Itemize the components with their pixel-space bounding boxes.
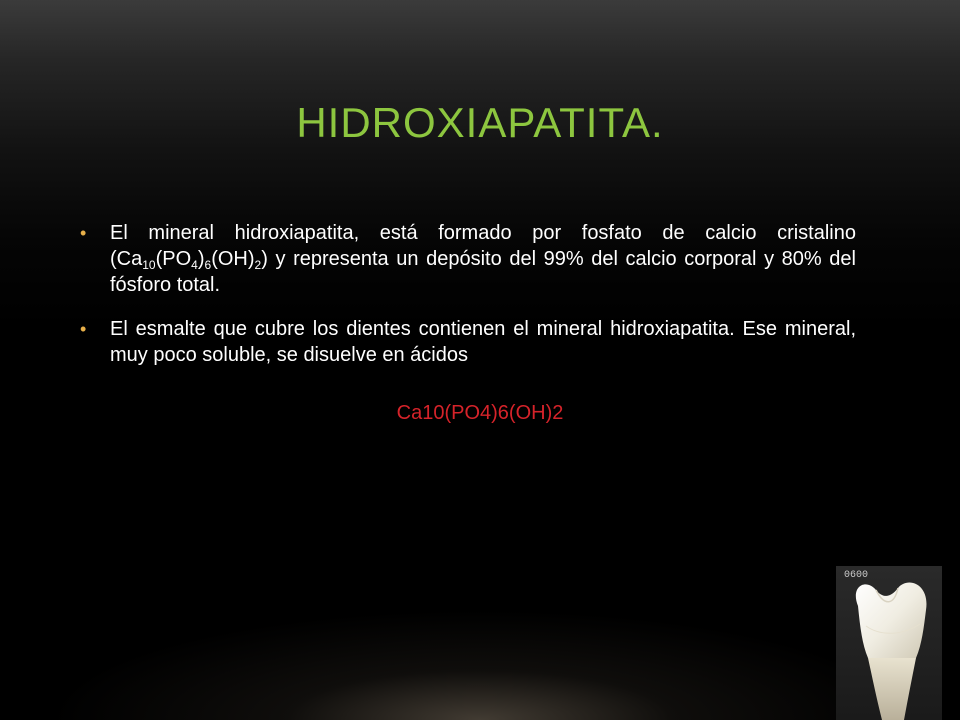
bullet-text: El esmalte que cubre los dientes contienen el mineral hidroxiapatita. Ese mineral, muy poco soluble, se disuelve en ácidos — [110, 318, 856, 366]
tooth-icon — [836, 566, 942, 720]
bullet-item — [80, 316, 856, 368]
tooth-photo — [836, 566, 942, 720]
bullet-text: El mineral hidroxiapatita, está formado por fosfato de calcio cristalino $(Ca_{10}(PO_4)_6(OH)_2)$ y representa un depósito del 99% del calcio corporal y 80% del fósforo total. — [110, 222, 856, 296]
bullet-dot-icon: • — [80, 319, 87, 339]
bullet-dot-icon: • — [80, 223, 87, 243]
chemical-formula: Ca10(PO4)6(OH)2 — [396, 402, 564, 424]
bullet-item — [80, 220, 856, 298]
photo-label: 0600 — [844, 570, 869, 581]
slide-title: HIDROXIAPATITA. — [296, 99, 664, 146]
bullet-list — [80, 220, 856, 386]
